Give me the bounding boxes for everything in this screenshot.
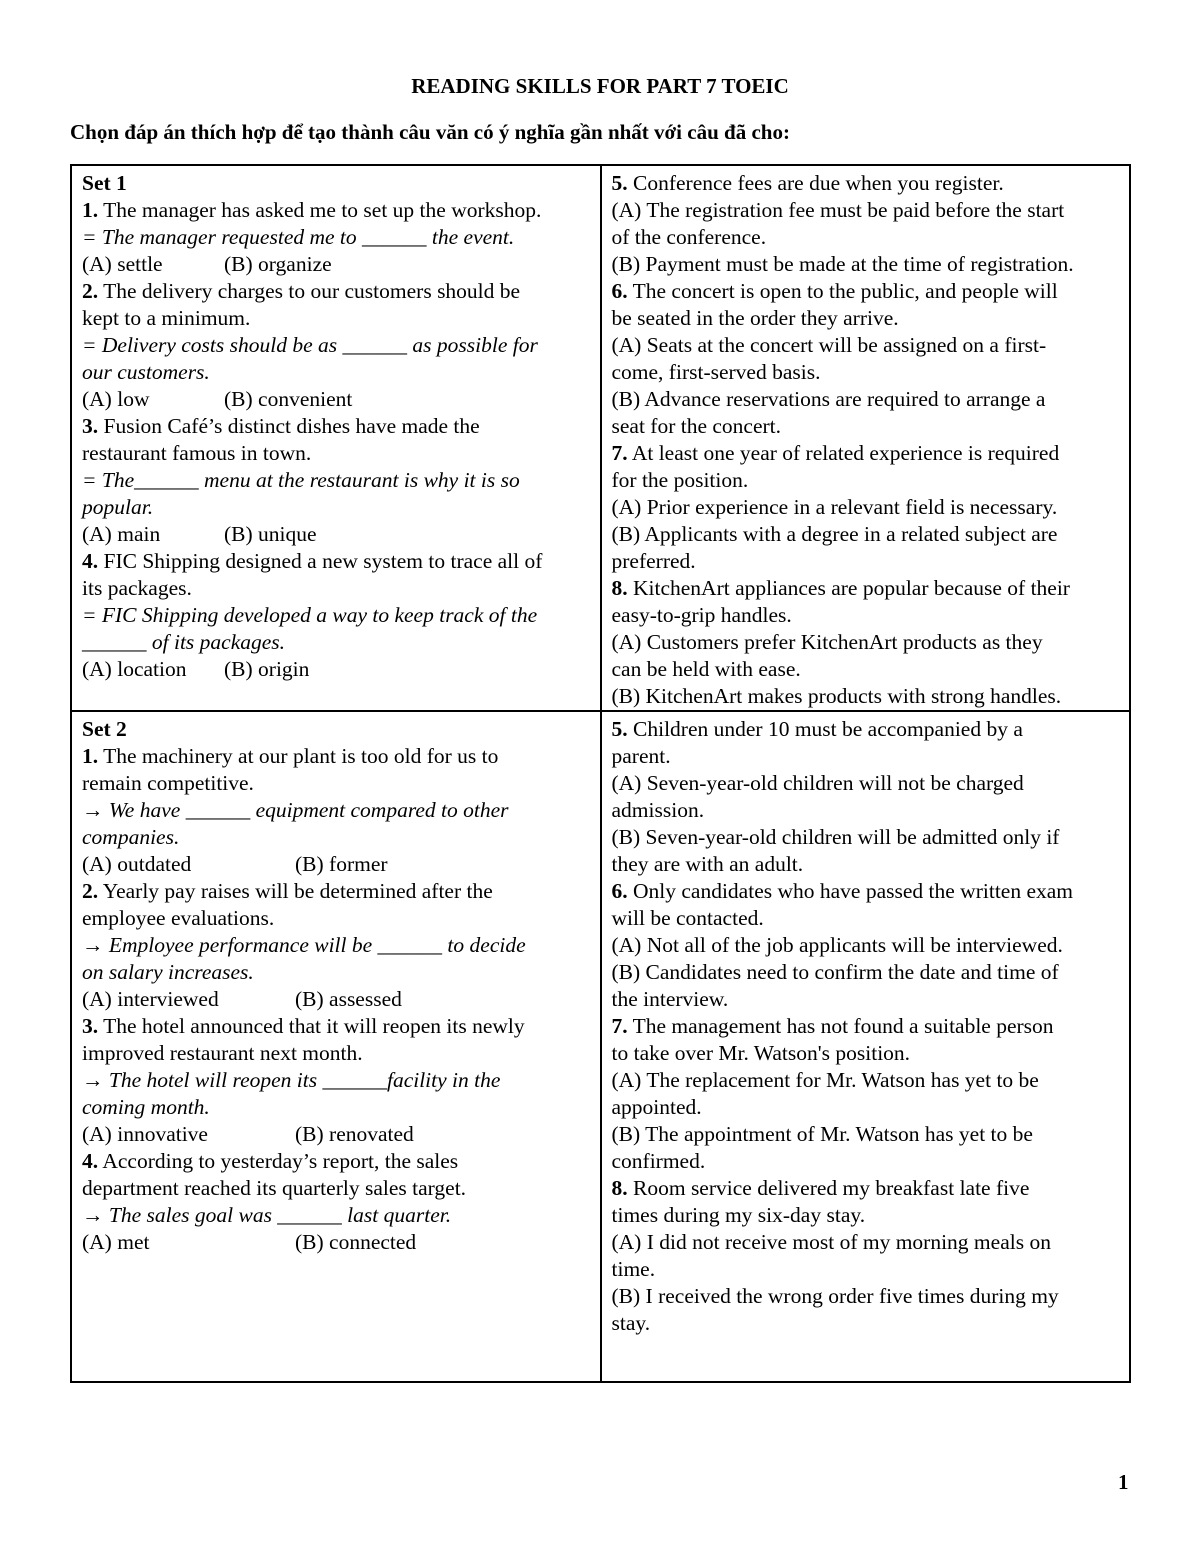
question: 1. The manager has asked me to set up the workshop. xyxy=(82,198,542,222)
question: 5. Conference fees are due when you register. xyxy=(611,171,1004,195)
question: 8. KitchenArt appliances are popular because of their xyxy=(611,576,1070,600)
answer-options xyxy=(82,656,590,683)
option-a: (A) low xyxy=(82,387,150,411)
paraphrase-cont: coming month. xyxy=(82,1095,210,1119)
exercise-table xyxy=(70,164,1131,1383)
question: 6. Only candidates who have passed the written exam xyxy=(611,879,1074,903)
answer-options xyxy=(82,1121,590,1148)
question: 6. The concert is open to the public, and people will xyxy=(611,279,1058,303)
paraphrase: → Employee performance will be ______ to decide xyxy=(82,933,526,957)
set-heading: Set 1 xyxy=(82,171,127,195)
option-b-cont: the interview. xyxy=(611,987,729,1011)
option-a: (A) location xyxy=(82,657,187,681)
question: 7. The management has not found a suitable person xyxy=(611,1014,1054,1038)
question-cont: times during my six-day stay. xyxy=(611,1203,866,1227)
paraphrase: → The hotel will reopen its ______facility in the xyxy=(82,1068,501,1092)
paraphrase: → We have ______ equipment compared to other xyxy=(82,798,509,822)
option-b: (B) assessed xyxy=(295,987,402,1011)
option-a: (A) Seats at the concert will be assigned on a first- xyxy=(611,333,1047,357)
option-b-cont: they are with an adult. xyxy=(611,852,804,876)
option-b-cont: confirmed. xyxy=(611,1149,706,1173)
set2-left-cell xyxy=(71,711,601,1382)
option-b: (B) Candidates need to confirm the date and time of xyxy=(611,960,1059,984)
question: 8. Room service delivered my breakfast late five xyxy=(611,1176,1030,1200)
question: 2. The delivery charges to our customers should be xyxy=(82,279,521,303)
paraphrase-cont: popular. xyxy=(82,495,154,519)
question: 4. FIC Shipping designed a new system to trace all of xyxy=(82,549,543,573)
question-cont: be seated in the order they arrive. xyxy=(611,306,899,330)
paraphrase-cont: companies. xyxy=(82,825,180,849)
paraphrase: = Delivery costs should be as ______ as possible for xyxy=(82,333,538,357)
option-b: (B) I received the wrong order five times during my xyxy=(611,1284,1059,1308)
question-cont: employee evaluations. xyxy=(82,906,275,930)
option-b: (B) Seven-year-old children will be admitted only if xyxy=(611,825,1060,849)
question: 3. The hotel announced that it will reopen its newly xyxy=(82,1014,525,1038)
option-b: (B) KitchenArt makes products with strong handles. xyxy=(611,684,1062,708)
question-cont: its packages. xyxy=(82,576,192,600)
option-a: (A) The registration fee must be paid before the start xyxy=(611,198,1065,222)
question-cont: remain competitive. xyxy=(82,771,254,795)
option-a: (A) Not all of the job applicants will be interviewed. xyxy=(611,933,1063,957)
option-a-cont: come, first-served basis. xyxy=(611,360,821,384)
question-cont: restaurant famous in town. xyxy=(82,441,312,465)
option-a: (A) settle xyxy=(82,252,163,276)
paraphrase: = The manager requested me to ______ the event. xyxy=(82,225,515,249)
option-a-cont: admission. xyxy=(611,798,705,822)
option-b: (B) unique xyxy=(224,522,317,546)
option-b-cont: preferred. xyxy=(611,549,696,573)
option-a: (A) main xyxy=(82,522,161,546)
answer-options xyxy=(82,251,590,278)
option-b: (B) Advance reservations are required to arrange a xyxy=(611,387,1046,411)
question-cont: kept to a minimum. xyxy=(82,306,251,330)
option-a: (A) Prior experience in a relevant field is necessary. xyxy=(611,495,1058,519)
question: 1. The machinery at our plant is too old for us to xyxy=(82,744,499,768)
instruction-text: Chọn đáp án thích hợp để tạo thành câu văn có ý nghĩa gần nhất với câu đã cho: xyxy=(70,120,790,144)
paraphrase: → The sales goal was ______ last quarter. xyxy=(82,1203,452,1227)
paraphrase: = The______ menu at the restaurant is why it is so xyxy=(82,468,520,492)
question-cont: easy-to-grip handles. xyxy=(611,603,792,627)
answer-options xyxy=(82,1229,590,1256)
option-a: (A) The replacement for Mr. Watson has yet to be xyxy=(611,1068,1039,1092)
answer-options xyxy=(82,986,590,1013)
set1-left-cell xyxy=(71,165,601,711)
option-b: (B) former xyxy=(295,852,388,876)
answer-options xyxy=(82,386,590,413)
paraphrase-cont: on salary increases. xyxy=(82,960,254,984)
question-cont: will be contacted. xyxy=(611,906,764,930)
question-cont: improved restaurant next month. xyxy=(82,1041,363,1065)
question: 3. Fusion Café’s distinct dishes have made the xyxy=(82,414,480,438)
option-a: (A) Customers prefer KitchenArt products as they xyxy=(611,630,1043,654)
option-a: (A) met xyxy=(82,1230,150,1254)
answer-options xyxy=(82,521,590,548)
option-b-cont: seat for the concert. xyxy=(611,414,782,438)
option-a-cont: time. xyxy=(611,1257,656,1281)
paraphrase-cont: ______ of its packages. xyxy=(82,630,286,654)
option-b: (B) The appointment of Mr. Watson has yet to be xyxy=(611,1122,1033,1146)
question-cont: for the position. xyxy=(611,468,749,492)
answer-options xyxy=(82,851,590,878)
option-a-cont: can be held with ease. xyxy=(611,657,801,681)
option-a: (A) I did not receive most of my morning meals on xyxy=(611,1230,1051,1254)
question-cont: parent. xyxy=(611,744,671,768)
question: 4. According to yesterday’s report, the sales xyxy=(82,1149,459,1173)
option-b: (B) Payment must be made at the time of registration. xyxy=(611,252,1074,276)
option-b: (B) renovated xyxy=(295,1122,414,1146)
option-a: (A) Seven-year-old children will not be charged xyxy=(611,771,1024,795)
set1-right-cell xyxy=(601,165,1131,711)
option-b: (B) organize xyxy=(224,252,332,276)
option-b: (B) convenient xyxy=(224,387,353,411)
question: 7. At least one year of related experience is required xyxy=(611,441,1060,465)
page-title: READING SKILLS FOR PART 7 TOEIC xyxy=(411,74,789,98)
option-b-cont: stay. xyxy=(611,1311,651,1335)
option-a-cont: of the conference. xyxy=(611,225,767,249)
option-a: (A) outdated xyxy=(82,852,192,876)
question-cont: department reached its quarterly sales target. xyxy=(82,1176,467,1200)
option-b: (B) connected xyxy=(295,1230,417,1254)
question: 2. Yearly pay raises will be determined after the xyxy=(82,879,493,903)
option-a: (A) interviewed xyxy=(82,987,219,1011)
option-a: (A) innovative xyxy=(82,1122,208,1146)
option-a-cont: appointed. xyxy=(611,1095,702,1119)
page-number: 1 xyxy=(1118,1470,1129,1494)
question-cont: to take over Mr. Watson's position. xyxy=(611,1041,911,1065)
paraphrase-cont: our customers. xyxy=(82,360,210,384)
question: 5. Children under 10 must be accompanied by a xyxy=(611,717,1023,741)
paraphrase: = FIC Shipping developed a way to keep track of the xyxy=(82,603,538,627)
set-heading: Set 2 xyxy=(82,717,127,741)
set2-right-cell xyxy=(601,711,1131,1382)
option-b: (B) origin xyxy=(224,657,310,681)
option-b: (B) Applicants with a degree in a related subject are xyxy=(611,522,1058,546)
